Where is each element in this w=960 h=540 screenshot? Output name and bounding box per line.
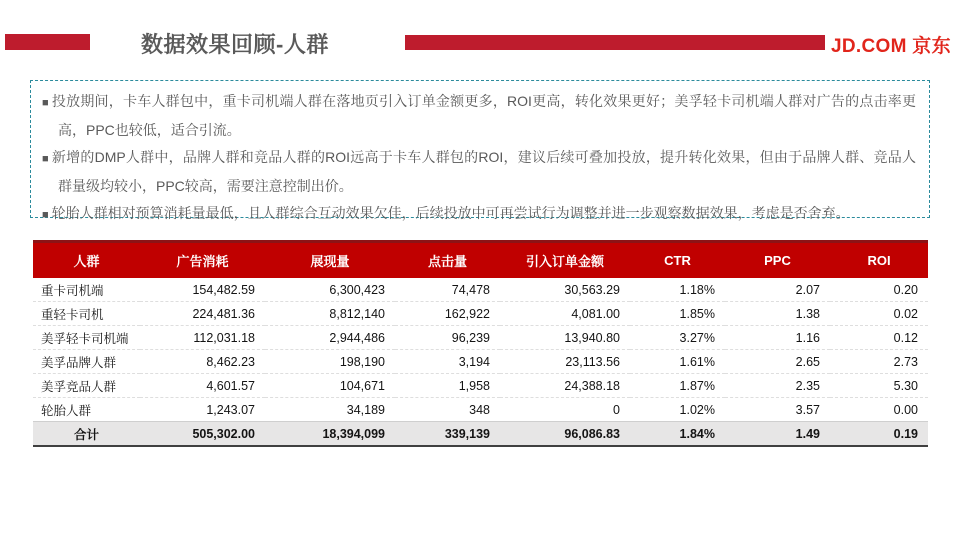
column-header: 广告消耗 xyxy=(140,242,265,279)
table-row xyxy=(33,278,928,302)
table-cell: 348 xyxy=(395,398,500,422)
table-cell: 1.85% xyxy=(630,302,725,326)
table-row xyxy=(33,326,928,350)
table-footer xyxy=(33,422,928,447)
column-header: 人群 xyxy=(33,242,140,279)
table-cell: 重轻卡司机 xyxy=(33,302,140,326)
column-header: 展现量 xyxy=(265,242,395,279)
table-cell: 0.20 xyxy=(893,282,918,297)
table-cell: 0.19 xyxy=(830,422,928,447)
table-cell: 1.18% xyxy=(679,282,715,297)
table-cell: 339,139 xyxy=(395,422,500,447)
table-cell: 30,563.29 xyxy=(564,282,620,297)
table-cell: 0.02 xyxy=(830,302,928,326)
insight-item xyxy=(42,144,916,200)
table-cell: 2.35 xyxy=(725,374,830,398)
table-cell: 1.16 xyxy=(725,326,830,350)
table-cell: 96,086.83 xyxy=(500,422,630,447)
column-header: 引入订单金额 xyxy=(500,242,630,279)
table-cell: 2,944,486 xyxy=(265,326,395,350)
table-cell: 13,940.80 xyxy=(500,326,630,350)
table-cell: 8,812,140 xyxy=(265,302,395,326)
bullet-square-icon: ■ xyxy=(42,97,49,109)
table-cell: 美孚轻卡司机端 xyxy=(33,326,140,350)
table-cell: 74,478 xyxy=(451,282,490,297)
table-cell: 1.87% xyxy=(630,374,725,398)
insights-panel xyxy=(30,80,930,221)
table-cell: 2.73 xyxy=(830,350,928,374)
insight-text: 投放期间，卡车人群包中，重卡司机端人群在落地页引入订单金额更多，ROI更高，转化效果更好；美孚轻卡司机端人群对广告的点击率更高，PPC也较低，适合引流。 xyxy=(51,93,916,138)
table-row xyxy=(33,398,928,422)
table-cell: 162,922 xyxy=(395,302,500,326)
table-row xyxy=(33,350,928,374)
table-cell: 0.12 xyxy=(830,326,928,350)
table-cell: 1.02% xyxy=(630,398,725,422)
column-header: CTR xyxy=(630,242,725,279)
table-cell: 1.84% xyxy=(630,422,725,447)
table-cell: 轮胎人群 xyxy=(33,398,140,422)
header-accent-bar xyxy=(405,35,825,50)
table-header xyxy=(33,242,928,279)
table-row xyxy=(33,374,928,398)
insight-item xyxy=(42,200,916,229)
table-cell: 4,081.00 xyxy=(500,302,630,326)
table-cell: 1.38 xyxy=(725,302,830,326)
table-cell: 6,300,423 xyxy=(329,282,385,297)
table-cell: 96,239 xyxy=(395,326,500,350)
table-cell: 美孚品牌人群 xyxy=(33,350,140,374)
page-title: 数据效果回顾-人群 xyxy=(141,32,329,57)
table-cell: 198,190 xyxy=(265,350,395,374)
table-cell: 8,462.23 xyxy=(140,350,265,374)
column-header: 点击量 xyxy=(395,242,500,279)
table-cell: 1.61% xyxy=(630,350,725,374)
table-cell: 505,302.00 xyxy=(140,422,265,447)
table-cell: 2.07 xyxy=(795,282,820,297)
column-header: PPC xyxy=(725,242,830,279)
table-cell: 1,243.07 xyxy=(140,398,265,422)
insight-text: 轮胎人群相对预算消耗量最低，且人群综合互动效果欠佳，后续投放中可再尝试行为调整并进一步观察数据效果，考虑是否舍弃。 xyxy=(51,205,850,221)
table-cell: 3.27% xyxy=(630,326,725,350)
insight-item xyxy=(42,88,916,144)
table-cell: 1.49 xyxy=(725,422,830,447)
bullet-square-icon: ■ xyxy=(42,153,49,165)
insight-text: 新增的DMP人群中，品牌人群和竞品人群的ROI远高于卡车人群包的ROI，建议后续可叠加投放，提升转化效果，但由于品牌人群、竞品人群量级均较小，PPC较高，需要注意控制出价。 xyxy=(51,149,916,194)
table-cell: 4,601.57 xyxy=(140,374,265,398)
table-cell: 1,958 xyxy=(395,374,500,398)
table-cell: 3.57 xyxy=(725,398,830,422)
table-cell: 0 xyxy=(500,398,630,422)
audience-data-table xyxy=(33,240,928,447)
table-cell: 重卡司机端 xyxy=(41,283,104,298)
table-cell: 112,031.18 xyxy=(140,326,265,350)
table-cell: 合计 xyxy=(33,422,140,447)
table-cell: 18,394,099 xyxy=(265,422,395,447)
table-row xyxy=(33,302,928,326)
table-cell: 2.65 xyxy=(725,350,830,374)
table-cell: 5.30 xyxy=(830,374,928,398)
table-cell: 34,189 xyxy=(265,398,395,422)
table-cell: 24,388.18 xyxy=(500,374,630,398)
table-total-row xyxy=(33,422,928,447)
table-cell: 224,481.36 xyxy=(140,302,265,326)
table-body xyxy=(33,278,928,422)
table-cell: 23,113.56 xyxy=(500,350,630,374)
table-cell: 3,194 xyxy=(395,350,500,374)
bullet-square-icon: ■ xyxy=(42,209,49,221)
table-cell: 104,671 xyxy=(265,374,395,398)
title-accent-bar-left xyxy=(5,34,90,50)
jd-logo: JD.COM 京东 xyxy=(831,36,951,57)
table-header-row xyxy=(33,242,928,279)
table-cell: 154,482.59 xyxy=(192,282,255,297)
column-header: ROI xyxy=(830,242,928,279)
table-cell: 0.00 xyxy=(830,398,928,422)
table-cell: 美孚竞品人群 xyxy=(33,374,140,398)
